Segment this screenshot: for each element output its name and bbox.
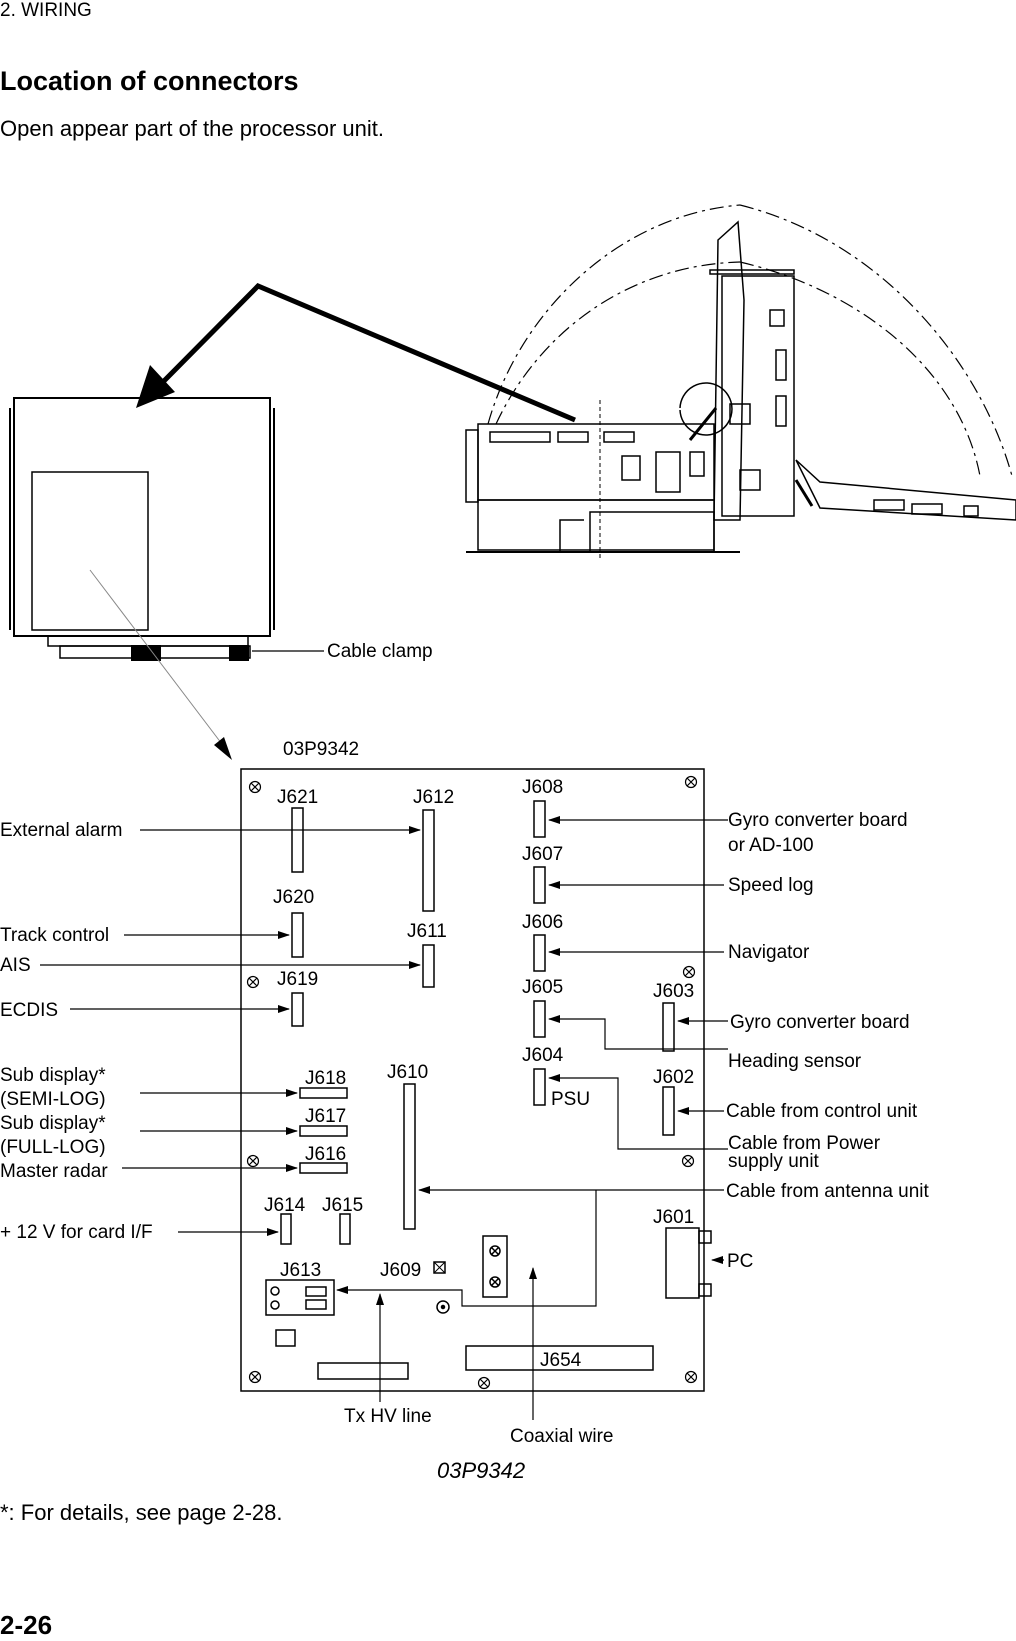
j619-label: J619 xyxy=(277,969,319,990)
coax-screws xyxy=(490,1246,500,1287)
section-header: 2. WIRING xyxy=(0,0,92,21)
gyro-board-label: Gyro converter board xyxy=(730,1012,910,1033)
sub-display-semi-label: Sub display* xyxy=(0,1065,106,1086)
j610-label: J610 xyxy=(387,1062,429,1083)
j613-hole-a xyxy=(271,1287,279,1295)
j603-label: J603 xyxy=(653,981,695,1002)
navigator-label: Navigator xyxy=(728,942,810,963)
j602-label: J602 xyxy=(653,1067,695,1088)
j604-connector xyxy=(534,1069,545,1105)
j618-label: J618 xyxy=(305,1068,347,1089)
j611-label: J611 xyxy=(407,921,447,942)
j612-connector xyxy=(423,810,434,911)
j621-label: J621 xyxy=(277,787,319,808)
gyro-ad100-label-2: or AD-100 xyxy=(728,835,814,856)
j613-label: J613 xyxy=(280,1260,322,1281)
zoom-leader-head xyxy=(214,737,232,760)
j607-connector xyxy=(534,867,545,903)
j601-label: J601 xyxy=(653,1207,695,1228)
sub-display-full-label: Sub display* xyxy=(0,1113,106,1134)
swing-arcs xyxy=(488,205,1012,476)
j615-connector xyxy=(340,1214,350,1244)
external-alarm-label: External alarm xyxy=(0,820,123,841)
intro-text: Open appear part of the processor unit. xyxy=(0,116,385,141)
j619-connector xyxy=(292,993,303,1026)
j616-label: J616 xyxy=(305,1144,347,1165)
j614-label: J614 xyxy=(264,1195,306,1216)
j607-label: J607 xyxy=(522,844,564,865)
zoom-leader xyxy=(90,570,228,752)
coax-terminal xyxy=(483,1236,507,1297)
power-supply-label: Cable from Power xyxy=(728,1133,881,1154)
cable-clamp-label: Cable clamp xyxy=(327,641,433,662)
speed-log-label: Speed log xyxy=(728,875,814,896)
j605-label: J605 xyxy=(522,977,564,998)
j609-dot xyxy=(442,1306,445,1309)
j613-hole-b xyxy=(271,1301,279,1309)
coaxial-label: Coaxial wire xyxy=(510,1426,614,1447)
j654-label: J654 xyxy=(540,1350,582,1371)
j608-label: J608 xyxy=(522,777,564,798)
view-arrow-head xyxy=(136,365,175,408)
j621-connector xyxy=(292,808,303,872)
j618-connector xyxy=(300,1088,347,1098)
gyro-ad100-label: Gyro converter board xyxy=(728,810,908,831)
j613-pin-a xyxy=(306,1287,326,1296)
j620-label: J620 xyxy=(273,887,315,908)
heading-sensor-label: Heading sensor xyxy=(728,1051,862,1072)
tx-hv-label: Tx HV line xyxy=(344,1406,432,1427)
tx-hv-route xyxy=(337,1190,596,1306)
j612-label: J612 xyxy=(413,787,455,808)
antenna-unit-label: Cable from antenna unit xyxy=(726,1181,929,1202)
bottom-connector xyxy=(318,1363,408,1379)
j615-label: J615 xyxy=(322,1195,364,1216)
power-supply-label-2: supply unit xyxy=(728,1151,819,1172)
j606-label: J606 xyxy=(522,912,564,933)
j601-connector xyxy=(666,1228,699,1298)
sub-display-semi-mode: (SEMI-LOG) xyxy=(0,1089,106,1110)
pc-label: PC xyxy=(727,1251,754,1272)
j617-connector xyxy=(300,1126,347,1136)
j614-connector xyxy=(281,1214,291,1244)
figure-id: 03P9342 xyxy=(437,1458,526,1483)
card-if-label: + 12 V for card I/F xyxy=(0,1222,153,1243)
page-title: Location of connectors xyxy=(0,66,299,96)
j611-connector xyxy=(423,945,434,987)
board-part-label: 03P9342 xyxy=(283,739,360,760)
master-radar-label: Master radar xyxy=(0,1161,108,1182)
j606-connector xyxy=(534,935,545,971)
j609-box xyxy=(434,1262,445,1273)
j613-pin-b xyxy=(306,1300,326,1309)
page-number: 2-26 xyxy=(0,1610,53,1640)
j601-tab-bottom xyxy=(699,1284,711,1296)
processor-unit-open-view xyxy=(466,222,1016,560)
j609-label: J609 xyxy=(380,1260,422,1281)
j610-connector xyxy=(404,1084,415,1229)
j602-connector xyxy=(663,1087,674,1135)
control-unit-label: Cable from control unit xyxy=(726,1101,918,1122)
chip-square xyxy=(276,1330,295,1346)
j603-connector xyxy=(663,1003,674,1051)
psu-label: PSU xyxy=(551,1089,591,1110)
j601-tab-top xyxy=(699,1231,711,1243)
heading-sensor-leader xyxy=(549,1019,728,1049)
j608-connector xyxy=(534,801,545,837)
j605-connector xyxy=(534,1001,545,1037)
j604-label: J604 xyxy=(522,1045,564,1066)
j620-connector xyxy=(292,913,303,957)
track-control-label: Track control xyxy=(0,925,110,946)
processor-unit-top-view xyxy=(10,398,274,660)
ais-label: AIS xyxy=(0,955,31,976)
view-arrow xyxy=(160,286,575,420)
footnote: *: For details, see page 2-28. xyxy=(0,1500,283,1525)
j617-label: J617 xyxy=(305,1106,347,1127)
ecdis-label: ECDIS xyxy=(0,1000,59,1021)
sub-display-full-mode: (FULL-LOG) xyxy=(0,1137,106,1158)
